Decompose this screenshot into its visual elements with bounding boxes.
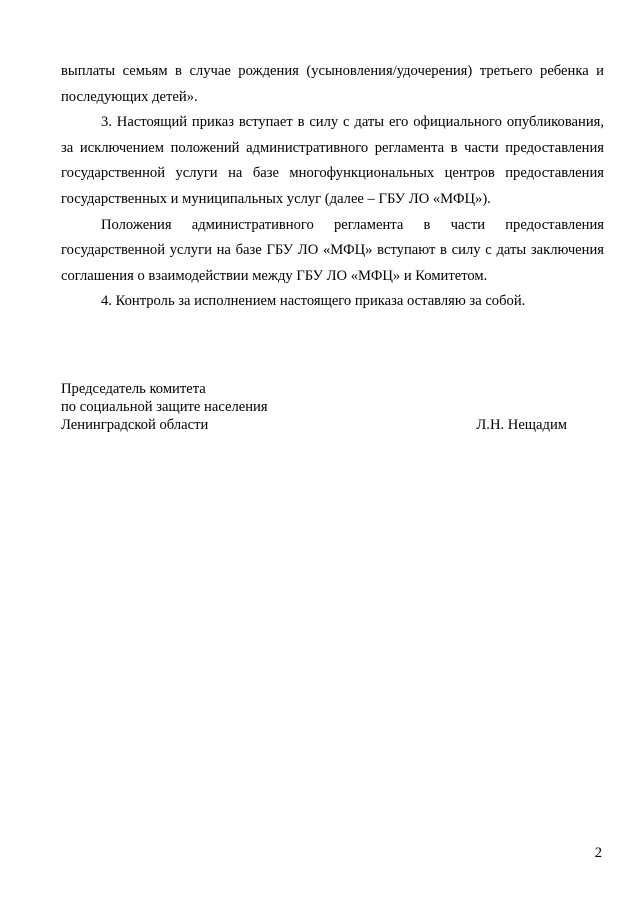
signature-block xyxy=(61,380,567,434)
signatory-name: Л.Н. Нещадим xyxy=(476,417,567,433)
paragraph-2: 3. Настоящий приказ вступает в силу с даты его официального опубликования, за исключением положений административного регламента в части предоставления государственной услуги на базе многофункциональных центров предоставления государственных и муниципальных услуг (далее – ГБУ ЛО «МФЦ»). xyxy=(61,114,604,207)
paragraph-4: 4. Контроль за исполнением настоящего приказа оставляю за собой. xyxy=(101,293,526,310)
signature-last-row xyxy=(61,416,567,434)
paragraph-1: выплаты семьям в случае рождения (усыновления/удочерения) третьего ребенка и последующих детей». xyxy=(61,63,604,105)
paragraph-3: Положения административного регламента в части предоставления государственной услуги на базе ГБУ ЛО «МФЦ» вступают в силу с даты заключения соглашения о взаимодействии между ГБУ ЛО «МФЦ» и Комитетом. xyxy=(61,216,604,284)
signature-title-line-1: Председатель комитета xyxy=(61,381,206,397)
page-number: 2 xyxy=(594,845,602,861)
document-body xyxy=(61,59,604,315)
signature-title-line-3: Ленинградской области xyxy=(61,417,209,433)
signature-title-line-2: по социальной защите населения xyxy=(61,399,268,415)
